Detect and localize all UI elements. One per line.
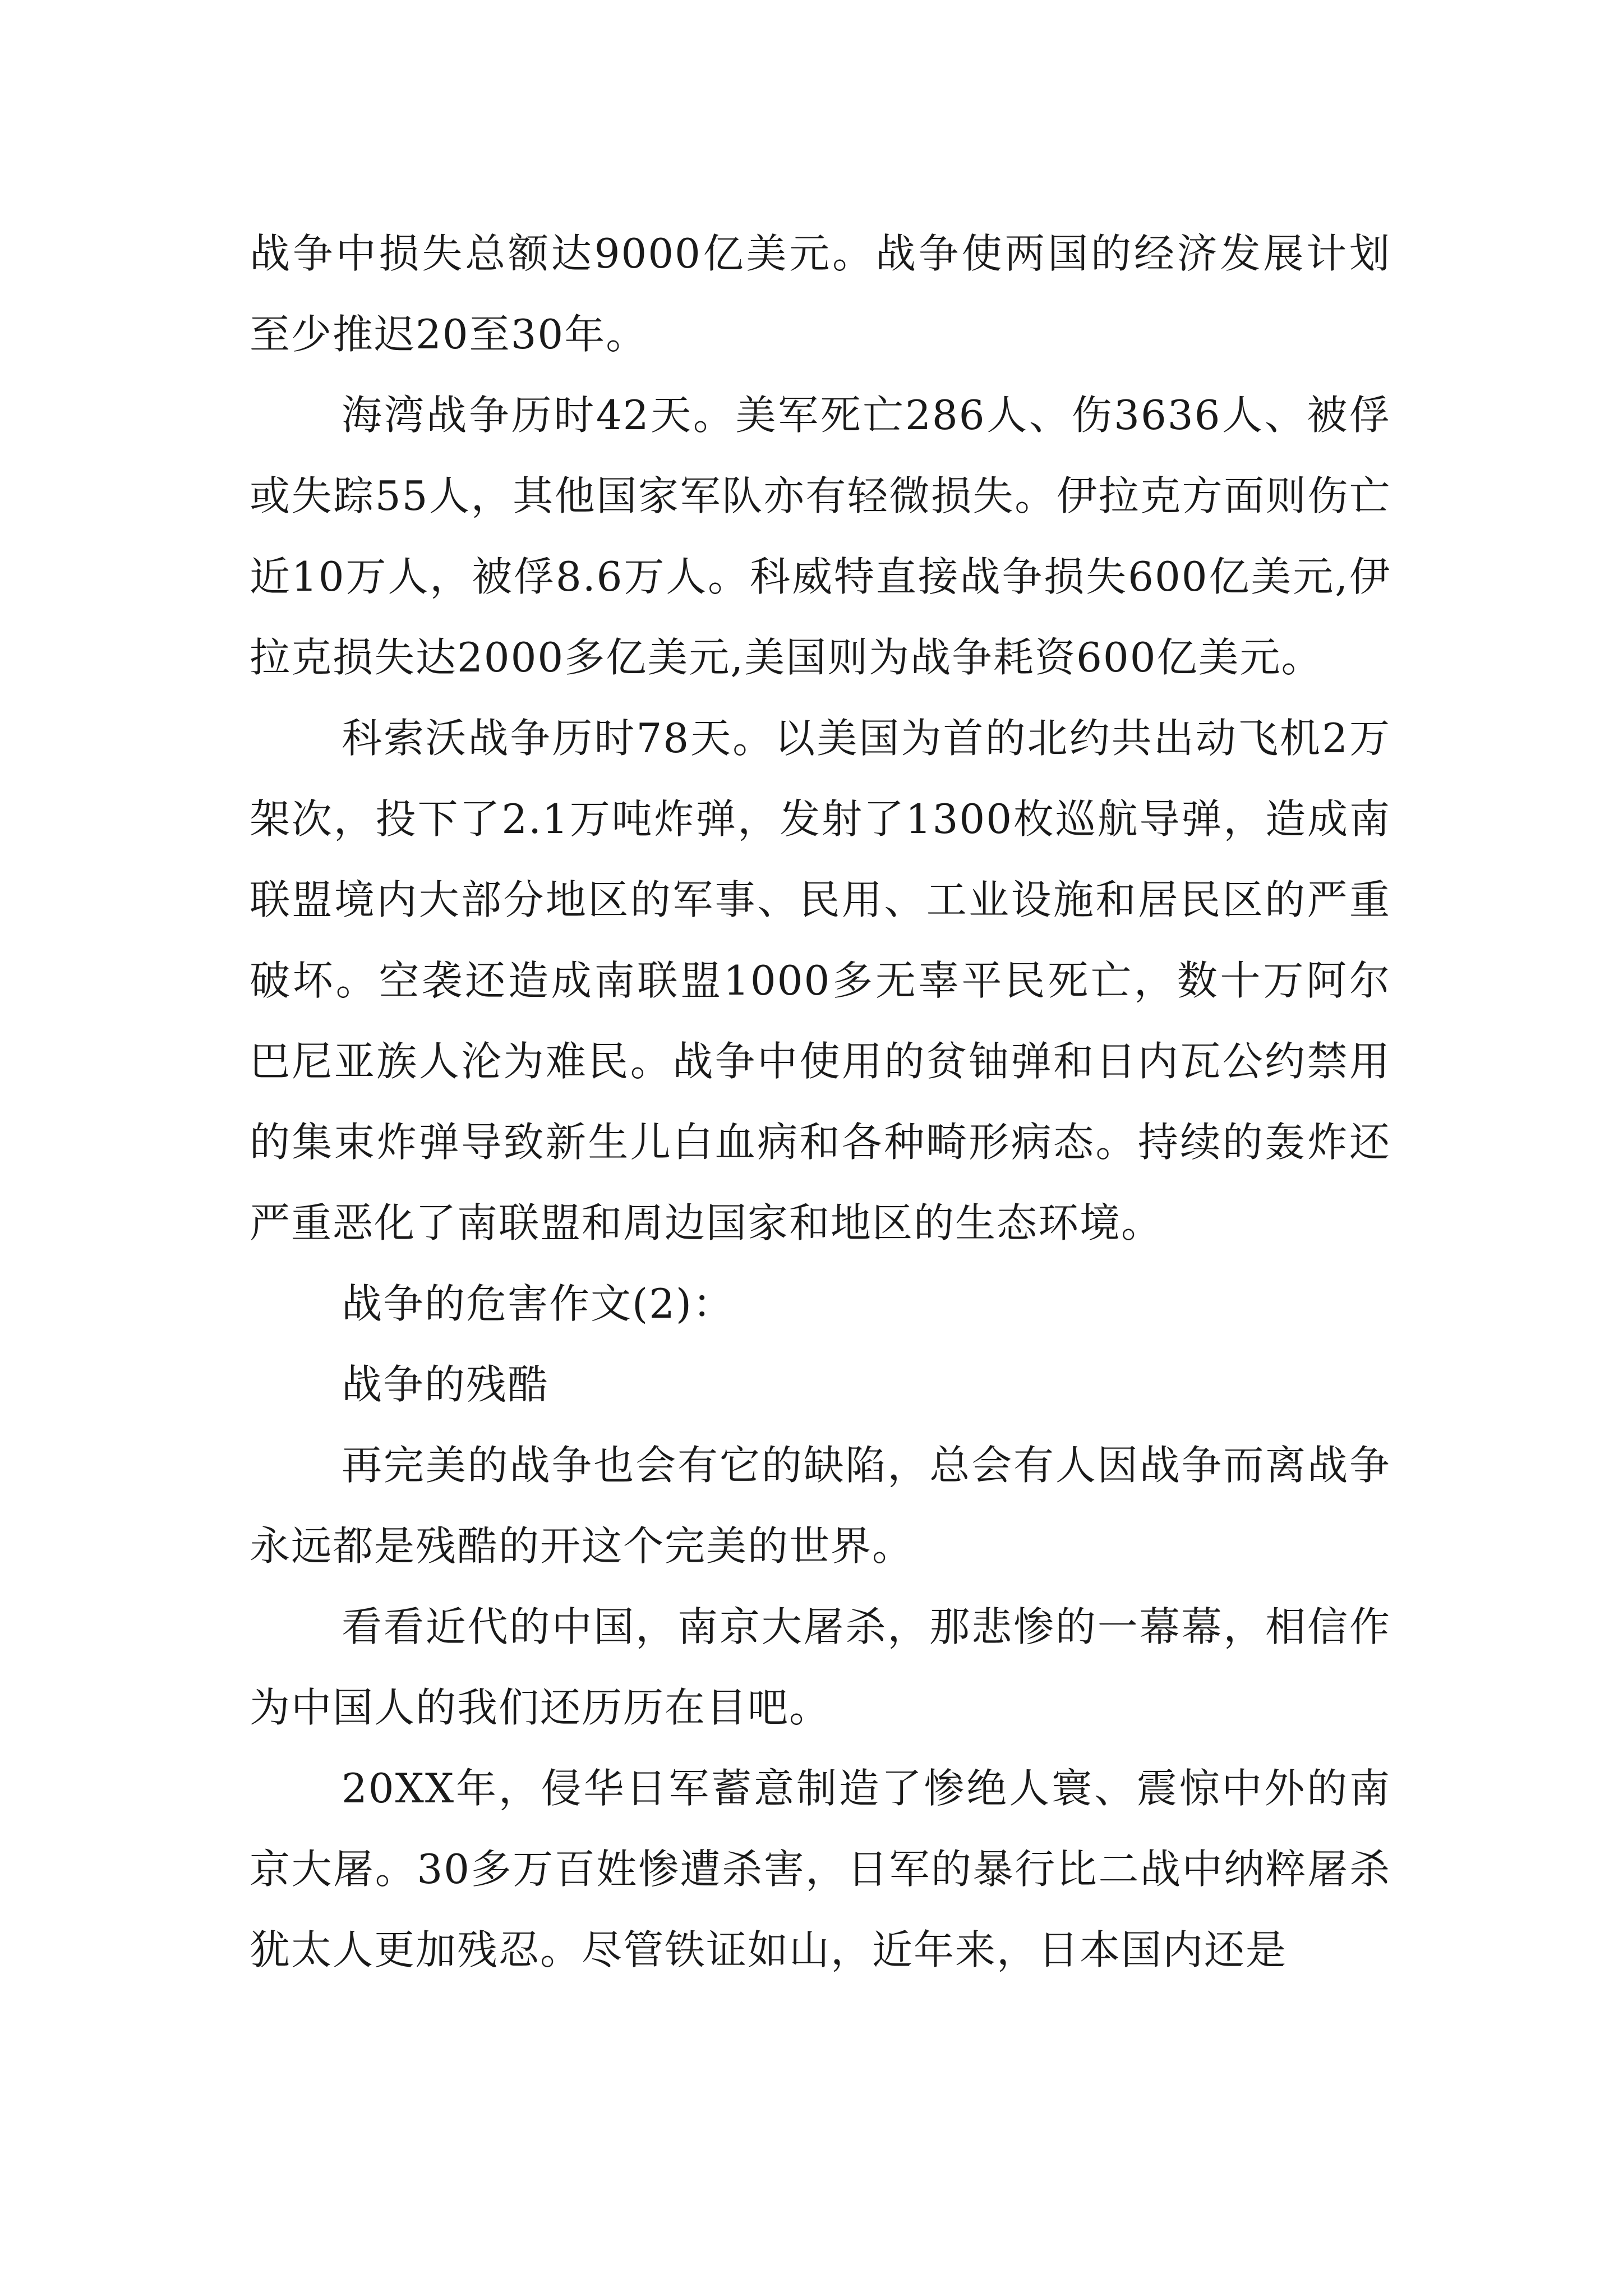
paragraph-nanjing: 20XX年，侵华日军蓄意制造了惨绝人寰、震惊中外的南京大屠。30多万百姓惨遭杀害，日军的暴行比二战中纳粹屠杀犹太人更加残忍。尽管铁证如山，近年来，日本国内还是 bbox=[250, 1765, 1391, 1973]
paragraph-kosovo-war: 科索沃战争历时78天。以美国为首的北约共出动飞机2万架次，投下了2.1万吨炸弹，发射了1300枚巡航导弹，造成南联盟境内大部分地区的军事、民用、工业设施和居民区的严重破坏。空袭还造成南联盟1000多无辜平民死亡，数十万阿尔巴尼亚族人沦为难民。战争中使用的贫铀弹和日内瓦公约禁用的集束炸弹导致新生儿白血病和各种畸形病态。持续的轰炸还严重恶化了南联盟和周边国家和地区的生态环境。 bbox=[250, 715, 1391, 1246]
paragraph-gulf-war: 海湾战争历时42天。美军死亡286人、伤3636人、被俘或失踪55人，其他国家军队亦有轻微损失。伊拉克方面则伤亡近10万人，被俘8.6万人。科威特直接战争损失600亿美元,伊拉克损失达2000多亿美元,美国则为战争耗资600亿美元。 bbox=[250, 392, 1391, 681]
paragraph-intro: 再完美的战争也会有它的缺陷，总会有人因战争而离战争永远都是残酷的开这个完美的世界。 bbox=[250, 1442, 1391, 1570]
essay-heading: 战争的危害作文(2)： bbox=[342, 1280, 734, 1327]
document-body bbox=[250, 213, 1391, 1990]
essay-title: 战争的残酷 bbox=[342, 1361, 550, 1408]
paragraph-continued-losses: 战争中损失总额达9000亿美元。战争使两国的经济发展计划至少推迟20至30年。 bbox=[250, 230, 1391, 358]
paragraph-modern-china: 看看近代的中国，南京大屠杀，那悲惨的一幕幕，相信作为中国人的我们还历历在目吧。 bbox=[250, 1603, 1391, 1731]
